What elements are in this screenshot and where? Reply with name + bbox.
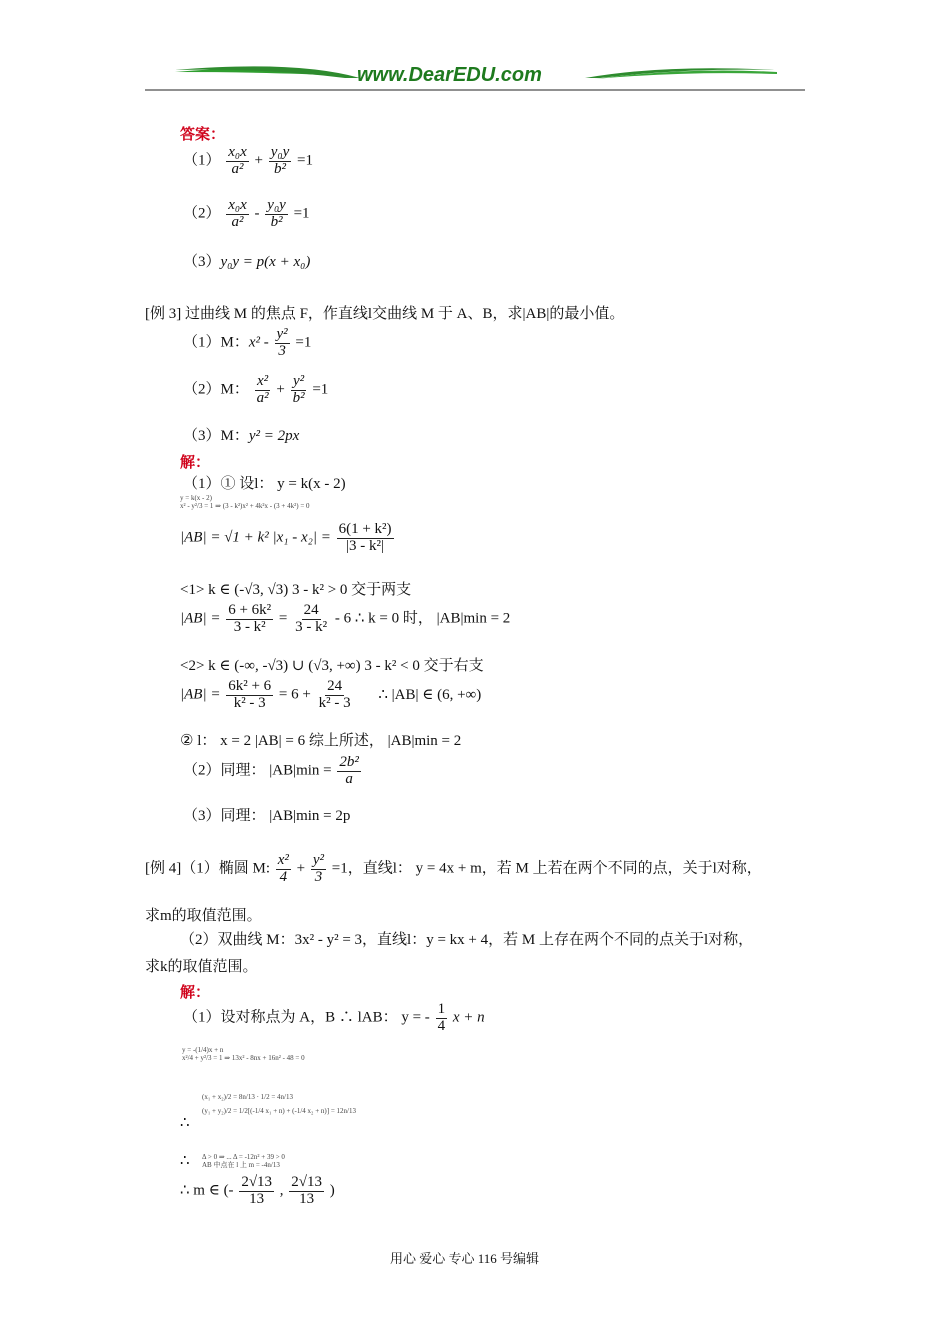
ex3-prompt: [例 3] 过曲线 M 的焦点 F，作直线l交曲线 M 于 A、B，求|AB|的最小值。 — [145, 306, 625, 322]
ex3-case1-formula: |AB| = $\frac{\text{6 + 6k²}}{\text{3 - k²}}$ = $\frac{24}{\text{3 - k²}}$ - 6 ∴ k = 0 时， |AB|min = 2 — [180, 602, 511, 635]
ex3-tiny-system: y = k(x - 2) x² - y²/3 = 1 ⇒ (3 - k²)x² + 4k²x - (3 + 4k²) = 0 — [180, 494, 310, 511]
ex4-result: ∴ m ∈ (- $\frac{2√13}{13}$ , $\frac{2√13}{13}$ ) — [180, 1174, 335, 1207]
answer-item-3: （3）y₀y = p(x + x₀) — [183, 254, 311, 270]
header-banner — [145, 62, 805, 92]
ex4-tiny-midpoint: (x₁ + x₂)/2 = 8n/13 · 1/2 = 4n/13 (y₁ + y₂)/2 = 1/2[(-1/4 x₁ + n) + (-1/4 x₂ + n)] = 12n/13 — [202, 1093, 356, 1116]
ex3-m2: （2）M： $\frac{\text{x²}}{\text{a²}}$ + $\frac{\text{y²}}{\text{b²}}$ =1 — [183, 373, 329, 406]
site-title: www.DearEDU.com — [357, 64, 542, 86]
ex4-line2: 求m的取值范围。 — [145, 908, 262, 924]
ex4-tiny-system: y = -(1/4)x + n x²/4 + y²/3 = 1 ⇒ 13x² - 8nx + 16n² - 48 = 0 — [182, 1046, 305, 1063]
ex3-step1: （1）① 设l： y = k(x - 2) — [183, 476, 346, 492]
ex4-line4: 求k的取值范围。 — [145, 959, 258, 975]
ex4-tiny-cond: Δ > 0 ⇒ ... Δ = -12n² + 39 > 0 AB 中点在 l 上 m = -4n/13 — [202, 1153, 285, 1170]
ex3-case3: ② l： x = 2 |AB| = 6 综上所述， |AB|min = 2 — [180, 733, 462, 749]
answer-label: 答案： — [180, 127, 226, 143]
ex4-solution-label: 解： — [180, 985, 211, 1001]
ex3-case2: <2> k ∈ (-∞, -√3) ∪ (√3, +∞) 3 - k² < 0 交于右支 — [180, 658, 484, 674]
ex3-case1: <1> k ∈ (-√3, √3) 3 - k² > 0 交于两支 — [180, 582, 412, 598]
ex4-therefore-2: ∴ — [180, 1153, 190, 1169]
ex4-therefore-1: ∴ — [180, 1115, 190, 1131]
ex3-solution-label: 解： — [180, 455, 211, 471]
ex3-m1: （1）M：x² - $\frac{\text{y²}}{3}$ =1 — [183, 326, 312, 359]
ex4-step1: （1）设对称点为 A，B ∴ lAB： y = - $\frac{1}{4}$ x + n — [183, 1001, 485, 1034]
ex4-line1: [例 4]（1）椭圆 M: $\frac{\text{x²}}{4}$ + $\frac{\text{y²}}{3}$ =1，直线l： y = 4x + m，若 M 上若在两个不同的点，关于l对称， — [145, 852, 762, 885]
ex3-m3: （3）M：y² = 2px — [183, 428, 300, 444]
ex3-ab-formula: |AB| = √1 + k² |x₁ - x₂| = $\frac{\text{6(1 + k²)}}{\text{|3 - k²|}}$ — [180, 521, 392, 554]
ex4-line3: （2）双曲线 M：3x² - y² = 3，直线l：y = kx + 4，若 M 上存在两个不同的点关于l对称， — [180, 932, 754, 948]
answer-item-1: （1） $\frac{\text{x₀x}}{\text{a²}}$ + $\frac{\text{y₀y}}{\text{b²}}$ =1 — [183, 144, 314, 177]
ex3-part3: （3）同理： |AB|min = 2p — [183, 808, 351, 824]
ex3-part2: （2）同理： |AB|min = $\frac{\text{2b²}}{a}$ — [183, 754, 359, 787]
page-footer: 用心 爱心 专心 116 号编辑 — [390, 1251, 540, 1266]
ex3-case2-formula: |AB| = $\frac{\text{6k² + 6}}{\text{k² - 3}}$ = 6 + $\frac{24}{\text{k² - 3}}$ ∴ |AB| ∈ (6, +∞) — [180, 678, 482, 711]
answer-item-2: （2） $\frac{\text{x₀x}}{\text{a²}}$ - $\frac{\text{y₀y}}{\text{b²}}$ =1 — [183, 197, 310, 230]
